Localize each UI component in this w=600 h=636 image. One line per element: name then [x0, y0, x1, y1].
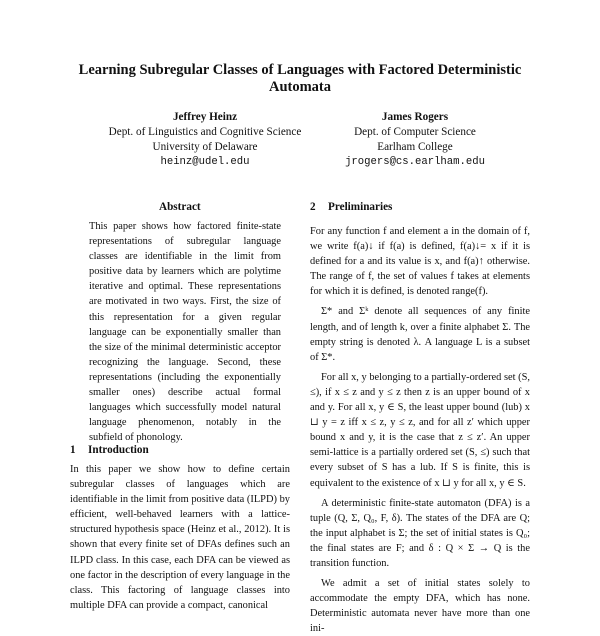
prelim-paragraph: Σ* and Σᵏ denote all sequences of any finite length, and of length k, over a finite alphabet Σ. The empty string is denoted λ. A language L is a subset of Σ*. [310, 306, 530, 363]
prelim-body [310, 224, 530, 636]
author-name: James Rogers [381, 111, 449, 123]
author-block-1 [90, 110, 320, 170]
prelim-paragraph: For all x, y belonging to a partially-ordered set (S, ≤), if x ≤ z and y ≤ z then z is an upper bound of x and y. For all x, y ∈ S, the least upper bound (lub) x ⊔ y = z iff x ≤ z, y ≤ z, and for all z′ which upper bound x and y, it is the case that z ≤ z′. An upper semi-lattice is a partially ordered set (S, ≤) such that every subset of S has a lub. If S is finite, this is equivalent to the existence of x ⊔ y for all x, y ∈ S. [310, 371, 530, 489]
intro-body [70, 462, 290, 613]
author-dept: Dept. of Computer Science [354, 126, 476, 138]
abstract-heading: Abstract [159, 201, 201, 213]
author-email[interactable]: jrogers@cs.earlham.edu [345, 156, 485, 168]
author-institution: University of Delaware [152, 141, 258, 153]
author-name: Jeffrey Heinz [172, 111, 238, 123]
abstract-text: This paper shows how factored finite-state representations of subregular language classes are identifiable in the limit from positive data by learners which are polytime iterative and optimal. These representations are motivated in two ways. First, the size of this representation for a given regular language can be exponentially smaller than the size of the minimal deterministic acceptor recognizing the language. Second, these representations (including the exponentially smaller ones) describe actual formal languages which successfully model natural language phenomenon, notably in the subfield of phonology. [89, 221, 281, 444]
intro-heading [70, 443, 149, 457]
paper-title: Learning Subregular Classes of Languages with Factored Deterministic Automata [78, 62, 522, 95]
section-number: 1 [70, 444, 76, 456]
prelim-paragraph: We admit a set of initial states solely to accommodate the empty DFA, which has none. Deterministic automata never have more than one ini- [310, 578, 530, 635]
author-dept: Dept. of Linguistics and Cognitive Science [108, 126, 302, 138]
section-title-text: Preliminaries [328, 201, 393, 213]
section-title-text: Introduction [88, 444, 149, 456]
intro-text: In this paper we show how to define certain subregular classes of languages which are identifiable in the limit from positive data (ILPD) by efficient, well-behaved learners with a lattice-structured hypothesis space (Heinz et al., 2012). It is shown that every finite set of DFAs defines such an ILPD class. In this case, each DFA can be viewed as one factor in the description of every language in the class. This factoring of language classes into multiple DFA can provide a compact, canonical [70, 464, 290, 611]
section-number: 2 [310, 201, 316, 213]
author-email[interactable]: heinz@udel.edu [160, 156, 250, 168]
prelim-paragraph: A deterministic finite-state automaton (DFA) is a tuple (Q, Σ, Q₀, F, δ). The states of the DFA are Q; the input alphabet is Σ; the set of initial states is Q₀; the final states are F; and δ : Q × Σ → Q is the transition function. [310, 497, 530, 569]
author-institution: Earlham College [377, 141, 453, 153]
abstract-body [89, 219, 281, 445]
prelim-heading [310, 200, 392, 214]
author-block-2 [320, 110, 510, 170]
prelim-paragraph: For any function f and element a in the domain of f, we write f(a)↓ if f(a) is defined, f(a)↓= x if it is defined for a and its value is x, and f(a)↑ otherwise. The range of f, the set of values f takes at elements for which it is defined, is denoted range(f). [310, 226, 530, 298]
